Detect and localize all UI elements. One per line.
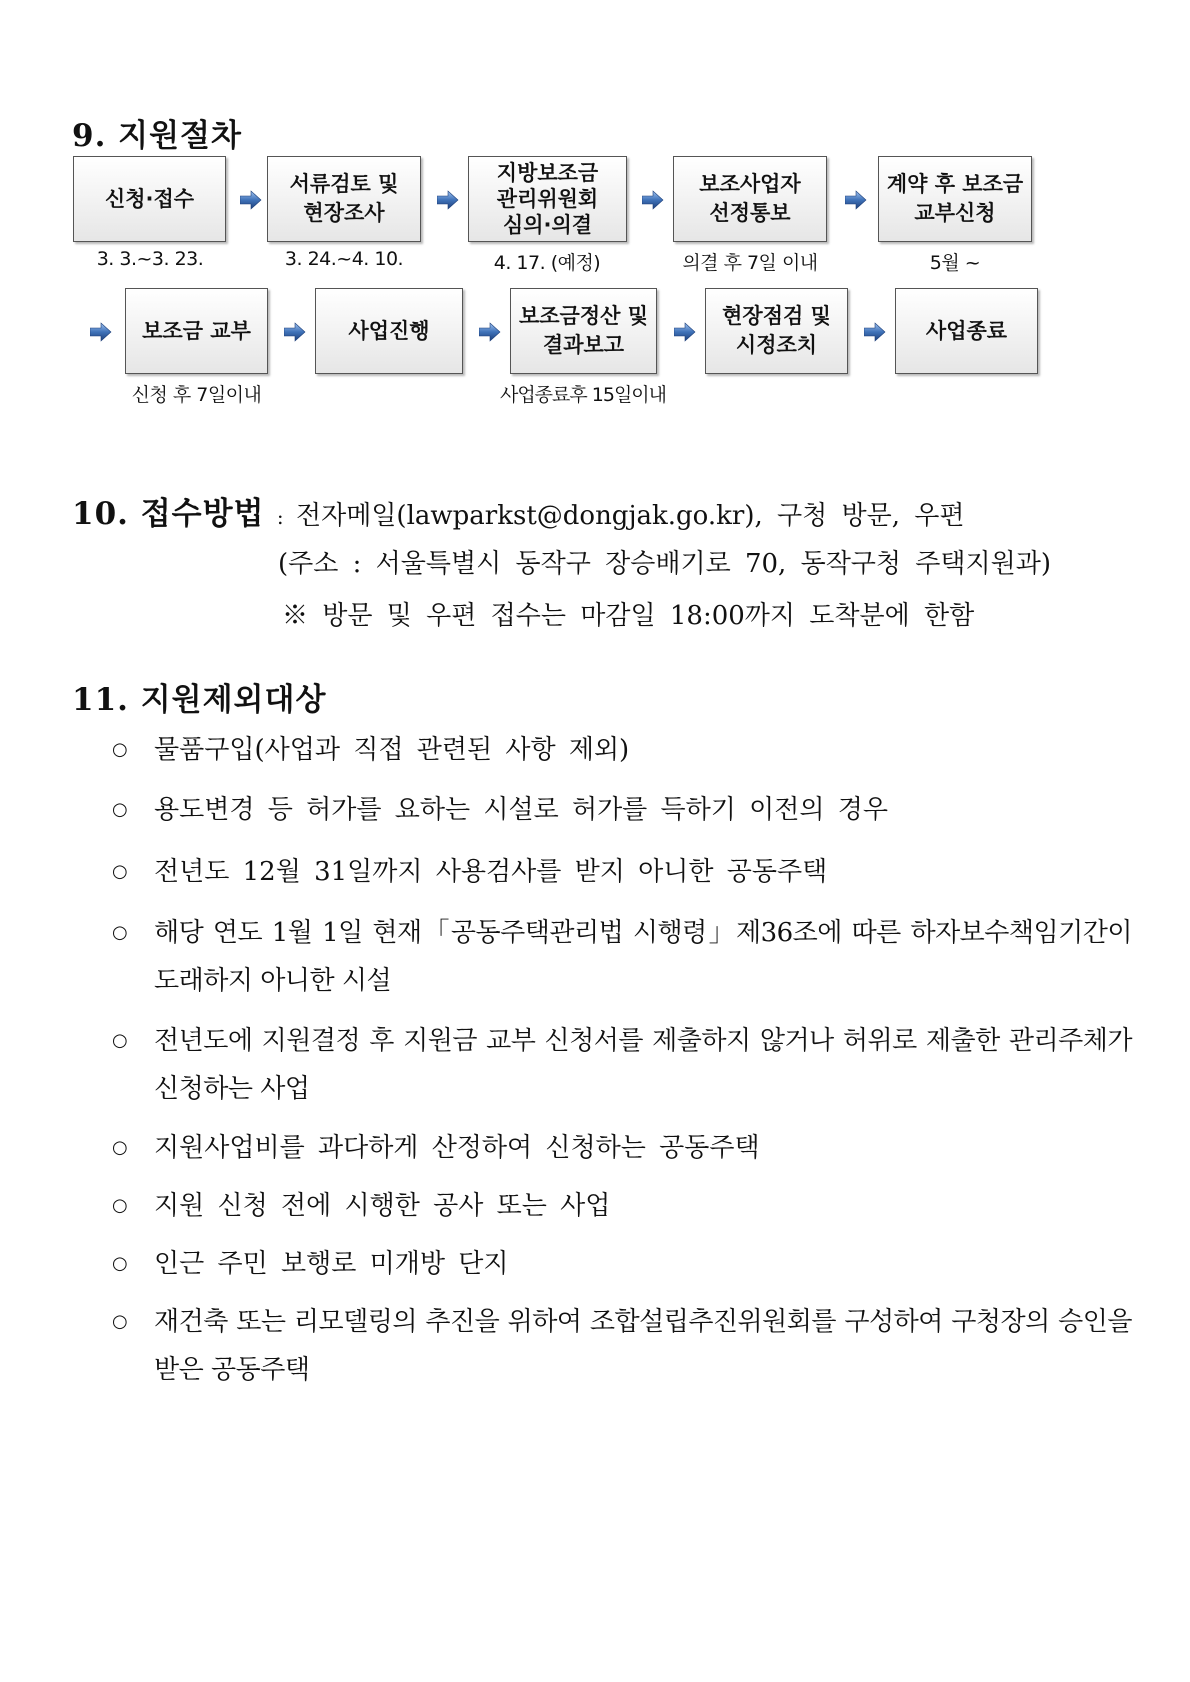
bullet-icon: ○: [112, 1195, 128, 1216]
section-10-separator: :: [270, 505, 290, 529]
exclusion-item: [112, 726, 1132, 774]
flow-arrow-icon: [284, 322, 306, 342]
flow-step-label: 보조사업자 선정통보: [699, 172, 801, 225]
exclusion-text: 지원 신청 전에 시행한 공사 또는 사업: [154, 1191, 611, 1221]
flow-step-project-end: [895, 288, 1038, 374]
exclusion-item: [112, 909, 1132, 1005]
flow-step-project-progress: [315, 288, 463, 374]
flow-step-notification: [673, 156, 827, 242]
bullet-icon: ○: [112, 1311, 128, 1332]
flow-step-label: 서류검토 및 현장조사: [289, 172, 399, 225]
flow-step-label: 보조금 교부: [142, 318, 251, 343]
bullet-icon: ○: [112, 922, 128, 943]
exclusion-item: [112, 786, 1132, 834]
receipt-deadline-note: ※ 방문 및 우편 접수는 마감일 18:00까지 도착분에 한함: [282, 601, 975, 631]
section-10-line: [72, 488, 965, 533]
bullet-icon: ○: [112, 799, 128, 820]
flow-step-grant-request: [878, 156, 1032, 242]
flow-arrow-icon: [674, 322, 696, 342]
flow-arrow-icon: [479, 322, 501, 342]
flow-arrow-icon: [642, 190, 664, 210]
exclusion-text: 전년도에 지원결정 후 지원금 교부 신청서를 제출하지 않거나 허위로 제출한 관리주체가 신청하는 사업: [154, 1026, 1132, 1104]
exclusion-text: 지원사업비를 과다하게 산정하여 신청하는 공동주택: [154, 1133, 760, 1163]
flow-step-note: 3. 3.~3. 23.: [96, 248, 204, 270]
exclusion-item: [112, 1182, 1132, 1230]
section-11-title: 11. 지원제외대상: [72, 682, 327, 718]
flow-step-note: 의결 후 7일 이내: [682, 252, 818, 274]
flow-arrow-icon: [437, 190, 459, 210]
flow-step-label: 계약 후 보조금 교부신청: [886, 172, 1024, 225]
exclusion-text: 물품구입(사업과 직접 관련된 사항 제외): [154, 735, 630, 765]
flow-arrow-icon: [240, 190, 262, 210]
flow-arrow-icon: [845, 190, 867, 210]
flow-arrow-icon: [864, 322, 886, 342]
flow-step-label: 사업종료: [925, 318, 1008, 343]
exclusion-item: [112, 1298, 1132, 1394]
exclusion-item: [112, 1124, 1132, 1172]
receipt-methods: 전자메일(lawparkst@dongjak.go.kr), 구청 방문, 우편: [295, 501, 965, 531]
exclusion-text: 용도변경 등 허가를 요하는 시설로 허가를 득하기 이전의 경우: [154, 795, 889, 825]
exclusion-item: [112, 848, 1132, 896]
receipt-address: (주소 : 서울특별시 동작구 장승배기로 70, 동작구청 주택지원과): [278, 549, 1052, 579]
flow-step-label: 현장점검 및 시정조치: [722, 304, 831, 357]
flow-arrow-icon: [90, 322, 112, 342]
flow-step-note: 5월 ~: [929, 252, 981, 274]
exclusion-text: 인근 주민 보행로 미개방 단지: [154, 1249, 509, 1279]
flow-step-label: 신청·접수: [104, 186, 195, 211]
section-10-title: 10. 접수방법: [72, 496, 265, 532]
exclusion-text: 해당 연도 1월 1일 현재「공동주택관리법 시행령」제36조에 따른 하자보수책임기간이 도래하지 아니한 시설: [154, 918, 1132, 996]
flow-step-label: 보조금정산 및 결과보고: [518, 304, 649, 357]
bullet-icon: ○: [112, 1030, 128, 1051]
bullet-icon: ○: [112, 861, 128, 882]
bullet-icon: ○: [112, 1137, 128, 1158]
flow-step-committee: [468, 156, 627, 242]
flow-step-note: 3. 24.~4. 10.: [284, 248, 404, 270]
flow-step-grant-disbursement: [125, 288, 268, 374]
section-9-title: 9. 지원절차: [72, 118, 242, 154]
flow-step-note: 사업종료후 15일이내: [499, 384, 667, 406]
exclusion-item: [112, 1017, 1132, 1113]
flow-step-settlement: [510, 288, 657, 374]
flow-step-application: [73, 156, 226, 242]
bullet-icon: ○: [112, 1253, 128, 1274]
flow-step-label: 지방보조금 관리위원회 심의·의결: [496, 160, 599, 238]
flow-step-site-inspection: [705, 288, 848, 374]
flow-step-document-review: [267, 156, 421, 242]
exclusion-text: 재건축 또는 리모델링의 추진을 위하여 조합설립추진위원회를 구성하여 구청장의 승인을 받은 공동주택: [154, 1307, 1132, 1385]
exclusion-item: [112, 1240, 1132, 1288]
exclusion-text: 전년도 12월 31일까지 사용검사를 받지 아니한 공동주택: [154, 857, 828, 887]
flow-step-note: 4. 17. (예정): [493, 252, 601, 274]
flow-step-note: 신청 후 7일이내: [131, 384, 262, 406]
flow-step-label: 사업진행: [348, 318, 430, 343]
bullet-icon: ○: [112, 739, 128, 760]
